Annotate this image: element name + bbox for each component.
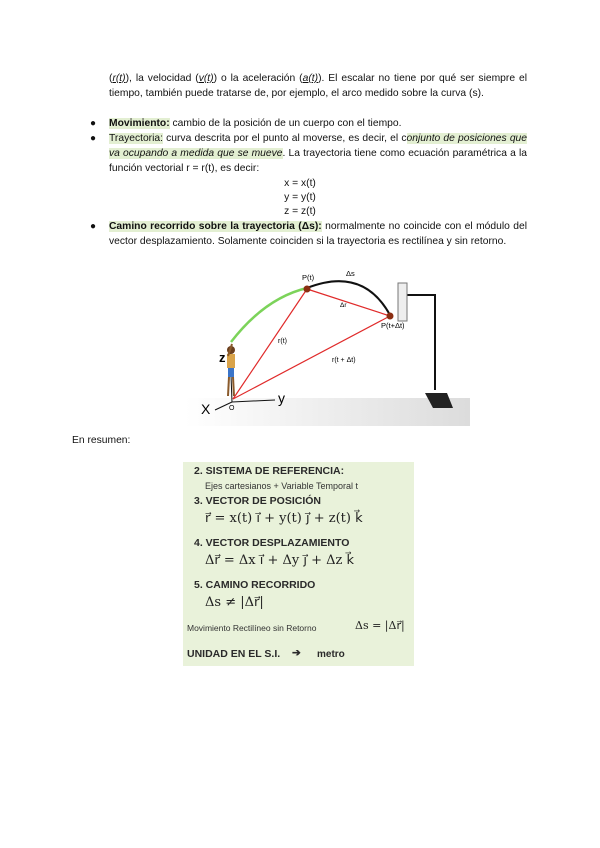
label-delta-s: Δs xyxy=(346,269,355,278)
rt-ref: r(t) xyxy=(112,73,126,84)
hoop-stand-pole xyxy=(407,295,435,390)
vector-r-t-dt xyxy=(233,316,390,399)
bullet-dot: ● xyxy=(90,133,97,144)
axis-z-label: z xyxy=(219,350,226,365)
delta-s-arc xyxy=(307,281,390,315)
origin-label: O xyxy=(229,405,235,412)
equation-x: x = x(t) xyxy=(284,178,316,189)
label-r-t-dt: r(t + Δt) xyxy=(332,357,356,364)
trajectory-figure xyxy=(185,268,470,426)
label-r-t: r(t) xyxy=(278,338,287,345)
label-p-t: P(t) xyxy=(302,273,315,282)
summary-s5-note-formula: Δs = |Δr⃗| xyxy=(355,619,405,632)
axis-x-label: X xyxy=(201,401,211,417)
term-movimiento: Movimiento: xyxy=(109,118,170,129)
equation-y: y = y(t) xyxy=(284,192,316,203)
term-camino: Camino recorrido sobre la trayectoria (Δs): xyxy=(109,221,322,232)
summary-s2-title: 2. SISTEMA DE REFERENCIA: xyxy=(194,465,345,477)
summary-s2-note: Ejes cartesianos + Variable Temporal t xyxy=(205,481,358,491)
trayectoria-definition: onjunto de posiciones que va ocupando a medida que se mueve xyxy=(109,133,528,159)
arrow-icon: ➔ xyxy=(292,647,301,659)
axis-y-label: y xyxy=(278,390,285,406)
point-p-t-dt xyxy=(387,313,394,320)
equation-z: z = z(t) xyxy=(284,206,316,217)
backboard xyxy=(398,283,407,321)
point-p-t xyxy=(304,286,311,293)
bullet-dot: ● xyxy=(90,118,97,129)
summary-s5-note: Movimiento Rectilíneo sin Retorno xyxy=(187,623,317,633)
summary-s4-title: 4. VECTOR DESPLAZAMIENTO xyxy=(194,537,350,549)
bullet-camino: Camino recorrido sobre la trayectoria (Δs): normalmente no coincide con el módulo del vector desplazamiento. Solamente coinciden si la trayectoria es rectilínea y sin retorno. xyxy=(109,221,528,247)
summary-box xyxy=(183,462,414,666)
bullet-dot: ● xyxy=(90,221,97,232)
label-delta-r: Δr xyxy=(340,302,347,309)
summary-s5-formula: Δs ≠ |Δr⃗| xyxy=(205,595,264,610)
summary-s3-title: 3. VECTOR DE POSICIÓN xyxy=(194,495,321,507)
vt-ref: v(t) xyxy=(198,73,214,84)
term-trayectoria: Trayectoria: xyxy=(109,133,163,144)
floor-shading xyxy=(185,398,470,426)
summary-unit-value: metro xyxy=(317,649,345,660)
summary-s4-formula: Δr⃗ = Δx i⃗ + Δy j⃗ + Δz k⃗ xyxy=(205,553,355,568)
resumen-label: En resumen: xyxy=(72,435,131,446)
trajectory-arc-green xyxy=(231,288,307,342)
bullet-movimiento: Movimiento: cambio de la posición de un cuerpo con el tiempo. xyxy=(109,118,402,129)
at-ref: a(t) xyxy=(302,73,319,84)
vector-delta-r xyxy=(307,289,390,316)
summary-unit-label: UNIDAD EN EL S.I. xyxy=(187,648,281,660)
summary-s5-title: 5. CAMINO RECORRIDO xyxy=(194,579,316,591)
intro-paragraph: (r(t)), la velocidad (v(t)) o la aceleración (a(t)). El escalar no tiene por qué ser siempre el tiempo, también puede tratarse de, por ejemplo, el arco medido sobre la curva (s). xyxy=(109,73,528,99)
label-p-t-dt: P(t+Δt) xyxy=(381,321,405,330)
summary-s3-formula: r⃗ = x(t) i⃗ + y(t) j⃗ + z(t) k⃗ xyxy=(205,511,363,526)
bullet-trayectoria: Trayectoria: curva descrita por el punto al moverse, es decir, el conjunto de posiciones que va ocupando a medida que se mueve. La trayectoria tiene como ecuación paramétrica a la función vectorial r = r(t), es decir: xyxy=(109,133,528,174)
